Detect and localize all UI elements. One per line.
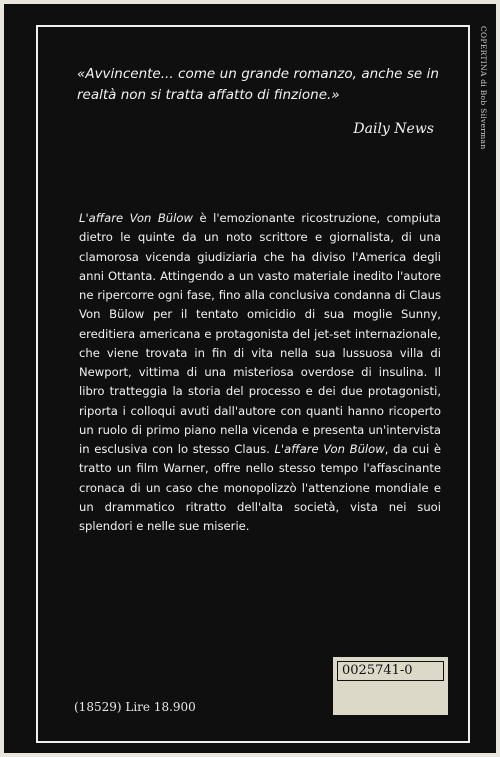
cover-credit: COPERTINA di Bob Silverman	[479, 26, 488, 150]
description-part-1: è l'emozionante ricostruzione, compiuta dietro le quinte da un noto scrittore e giornalista, di una clamorosa vicenda giudiziaria che ha diviso l'America degli anni Ottanta. Attingendo a un vasto materiale inedito l'autore ne ripercorre ogni fase, fino alla conclusiva condanna di Claus Von Bülow per il tentato omicidio di sua moglie Sunny, ereditiera americana e protagonista del jet-set internazionale, che viene trovata in fin di vita nella sua lussuosa villa di Newport, vittima di una misteriosa overdose di insulina. Il libro tratteggia la storia del processo e dei due protagonisti, riporta i colloqui avuti dall'autore con quanti hanno ricoperto un ruolo di primo piano nella vicenda e presenta un'intervista in esclusiva con lo stesso Claus.	[79, 211, 441, 456]
book-title: L'affare Von Bülow	[274, 442, 385, 456]
book-title: L'affare Von Bülow	[79, 211, 193, 225]
stock-code: 0025741-0	[337, 661, 444, 681]
description-part-2: , da cui è tratto un film Warner, offre nello stesso tempo l'affascinante cronaca di un caso che monopolizzò l'attenzione mondiale e un drammatico ritratto dell'alta società, vista nei suoi splendori e nelle sue miserie.	[79, 442, 441, 533]
price-label: (18529) Lire 18.900	[74, 700, 196, 714]
review-quote: «Avvincente... come un grande romanzo, anche se in realtà non si tratta affatto di finzione.»	[77, 66, 439, 103]
description-text	[79, 209, 441, 536]
back-cover	[4, 4, 496, 753]
stock-code-sticker	[333, 657, 448, 715]
quote-source: Daily News	[353, 121, 434, 137]
